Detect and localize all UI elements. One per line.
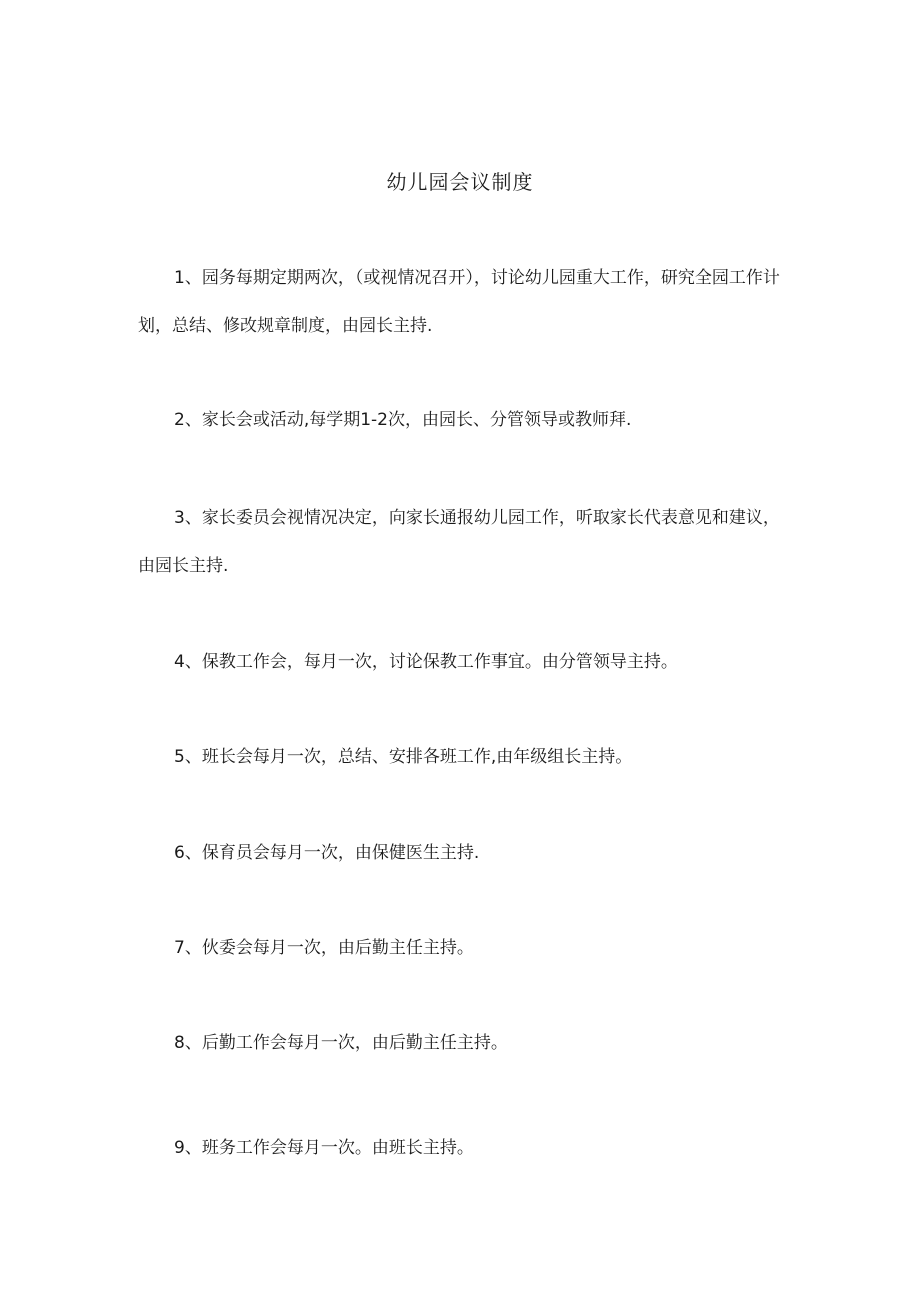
rule-item-8: 8、后勤工作会每月一次，由后勤主任主持。 [174, 1033, 508, 1053]
rule-item-6: 6、保育员会每月一次，由保健医生主持. [174, 843, 480, 863]
rule-item-3: 3、家长委员会视情况决定，向家长通报幼儿园工作，听取家长代表意见和建议，由园长主持. [138, 508, 780, 576]
rule-item-5: 5、班长会每月一次，总结、安排各班工作,由年级组长主持。 [174, 747, 633, 767]
rule-item-2: 2、家长会或活动,每学期1-2次，由园长、分管领导或教师拜. [174, 410, 632, 430]
rule-item-1: 1、园务每期定期两次，（或视情况召开），讨论幼儿园重大工作，研究全园工作计划，总结、修改规章制度，由园长主持. [138, 268, 780, 336]
rule-item-9: 9、班务工作会每月一次。由班长主持。 [174, 1138, 474, 1158]
page-title: 幼儿园会议制度 [386, 170, 534, 194]
rule-item-7: 7、伙委会每月一次，由后勤主任主持。 [174, 938, 474, 958]
rule-item-4: 4、保教工作会，每月一次，讨论保教工作事宜。由分管领导主持。 [174, 652, 678, 672]
